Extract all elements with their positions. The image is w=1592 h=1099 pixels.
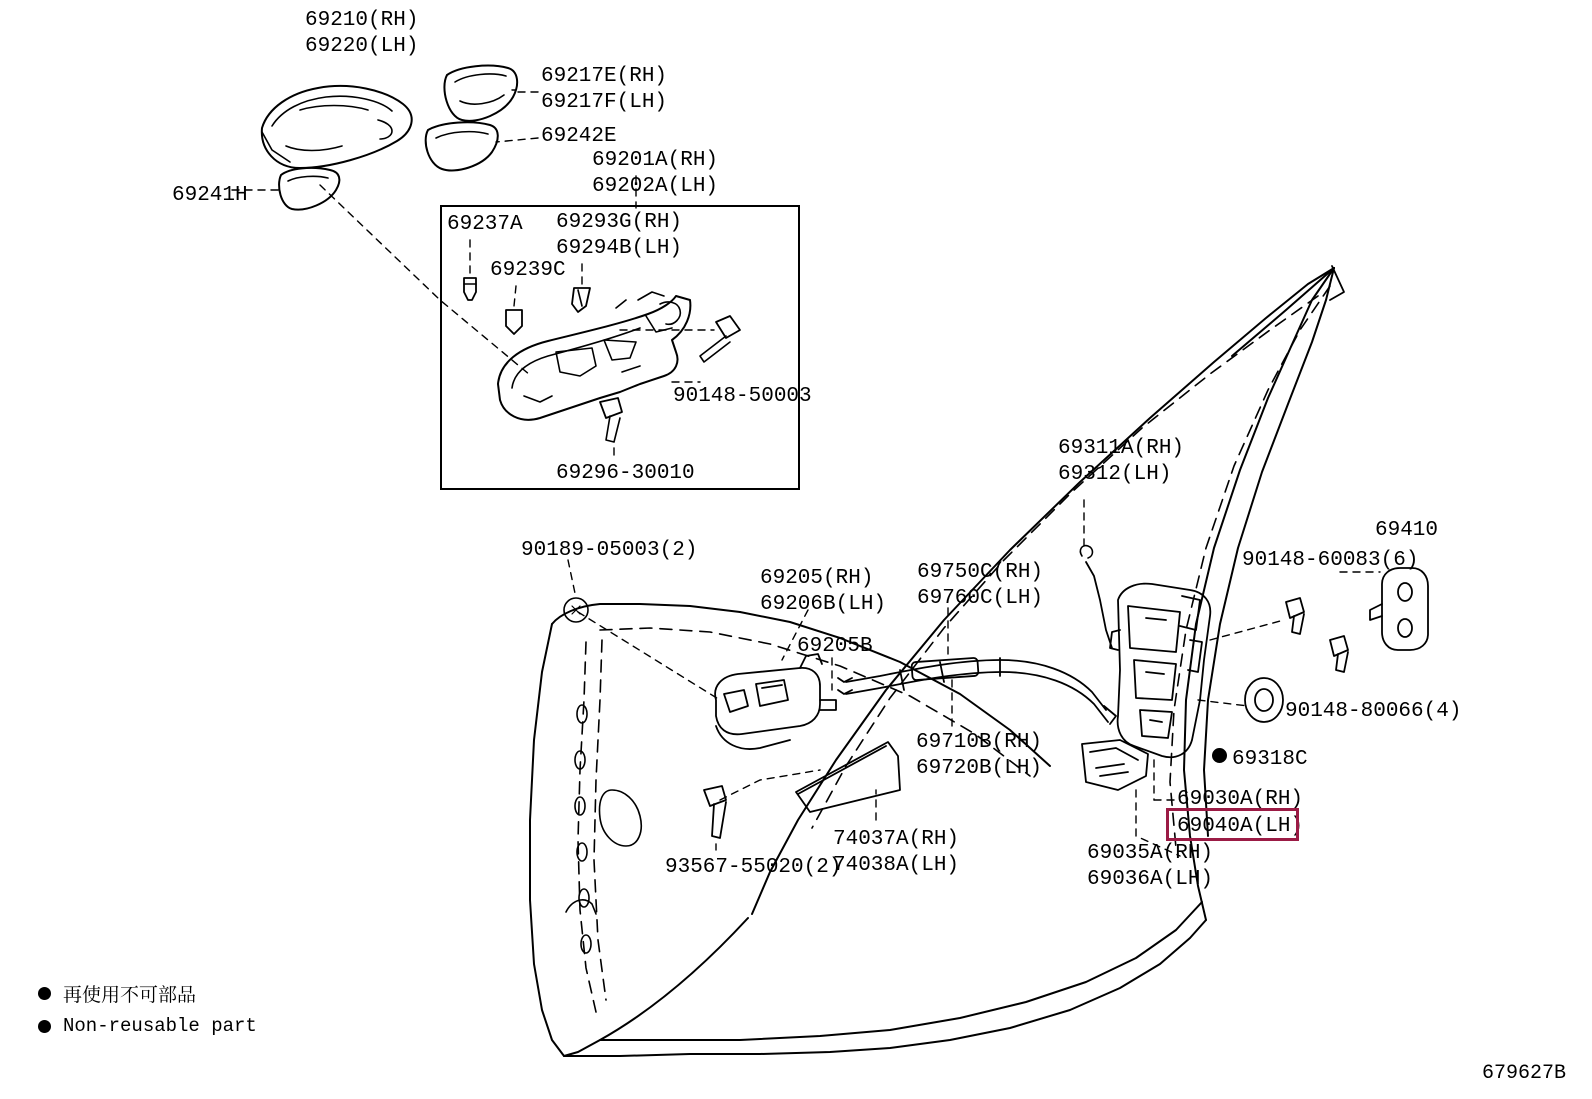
- label-90148-80066: 90148-80066(4): [1285, 700, 1462, 723]
- legend-row-japanese: [38, 980, 257, 1007]
- label-69210-69220: 69210(RH) 69220(LH): [305, 9, 419, 58]
- door-lock-assembly-art: [1110, 584, 1210, 758]
- handle-cover-69217E-art: [444, 66, 517, 121]
- bolt-90148-60083-art: [1286, 598, 1304, 634]
- non-reusable-dot-icon: [38, 1020, 51, 1033]
- label-69040A: 69040A(LH): [1177, 815, 1304, 838]
- grommet-69318C-art: [1245, 678, 1283, 722]
- non-reusable-dot-icon: [38, 987, 51, 1000]
- label-69710B-69720B: 69710B(RH) 69720B(LH): [916, 731, 1043, 780]
- seal-74037A-art: [796, 742, 900, 812]
- label-69293G-69294B: 69293G(RH) 69294B(LH): [556, 211, 683, 260]
- diagram-code: 679627B: [1481, 1062, 1566, 1085]
- outer-door-handle-art: [262, 86, 412, 168]
- label-69311A-69312: 69311A(RH) 69312(LH): [1058, 437, 1185, 486]
- label-90148-50003: 90148-50003: [673, 385, 812, 408]
- label-69318C: 69318C: [1232, 748, 1308, 771]
- label-74037A-74038A: 74037A(RH) 74038A(LH): [833, 828, 960, 877]
- label-69239C: 69239C: [490, 259, 566, 282]
- legend: [38, 980, 257, 1045]
- non-reusable-bullet-69318C: [1212, 748, 1227, 763]
- label-90148-60083: 90148-60083(6): [1242, 549, 1419, 572]
- label-69030A: 69030A(RH): [1177, 788, 1304, 811]
- label-69750C-69760C: 69750C(RH) 69760C(LH): [917, 561, 1044, 610]
- label-69241H: 69241H: [172, 184, 248, 207]
- legend-row-english: [38, 1015, 257, 1037]
- inside-handle-art: [715, 654, 836, 749]
- bolt-90148-80066-art: [1330, 636, 1348, 672]
- label-69242E: 69242E: [541, 125, 617, 148]
- door-striker-art: [1370, 568, 1428, 650]
- label-69217E-69217F: 69217E(RH) 69217F(LH): [541, 65, 668, 114]
- selected-part-highlight[interactable]: [1166, 808, 1299, 841]
- label-69205B: 69205B: [797, 635, 873, 658]
- label-90189-05003: 90189-05003(2): [521, 539, 698, 562]
- screw-93567-55020-art: [704, 786, 726, 838]
- label-69201A-69202A: 69201A(RH) 69202A(LH): [592, 149, 719, 198]
- label-69410: 69410: [1375, 519, 1439, 542]
- label-93567-55020: 93567-55020(2): [665, 856, 842, 879]
- legend-label-japanese: 再使用不可部品: [63, 984, 197, 1006]
- handle-cap-69241H-art: [279, 168, 339, 210]
- label-69035A-69036A: 69035A(RH) 69036A(LH): [1087, 842, 1214, 891]
- handle-cover-69242E-art: [426, 122, 498, 170]
- legend-label-english: Non-reusable part: [63, 1015, 257, 1037]
- label-69296-30010: 69296-30010: [556, 462, 695, 485]
- label-69237A: 69237A: [447, 213, 523, 236]
- label-69205-69206B: 69205(RH) 69206B(LH): [760, 567, 887, 616]
